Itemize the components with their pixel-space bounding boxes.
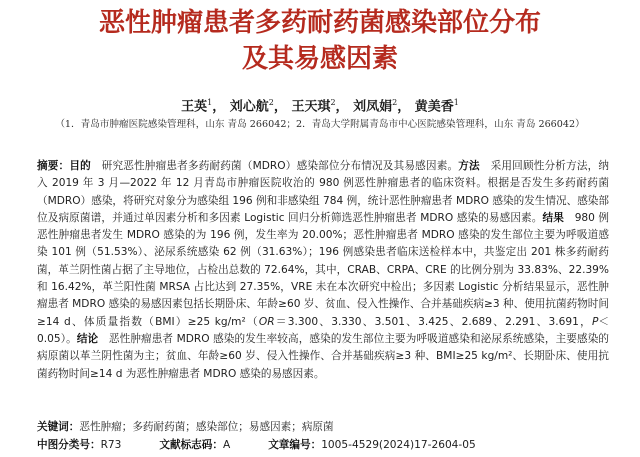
paper-title-line-2: 及其易感因素 <box>241 44 398 74</box>
article-id-value: 1005-4529(2024)17-2604-05 <box>321 439 476 451</box>
author-affiliation-mark: 2 <box>268 98 274 107</box>
author-name: 刘凤娟 <box>353 99 393 115</box>
author-name: 刘心航 <box>229 99 269 115</box>
conclusion-text: 恶性肿瘤患者 MDRO 感染的发生率较高，感染的发生部位主要为呼吸道感染和泌尿系统感染，主要感染的病原菌以革兰阴性菌为主；贫血、年龄≥60 岁、侵入性操作、合并基础疾病≥3 种、BMI≥25 kg/m²、长期卧床、使用抗菌药物时间≥14 d 为恶性肿瘤患者 MDRO 感染的易感因素。 <box>37 332 609 380</box>
author-name: 王天琪 <box>291 99 331 115</box>
author-separator: ， <box>335 99 349 115</box>
doc-code-value: A <box>222 439 231 451</box>
author-affiliation-mark: 1 <box>453 98 459 107</box>
odds-ratio-values: ＝3.300、3.330、3.501、3.425、2.689、2.291、3.691， <box>274 315 593 328</box>
keywords-value: 恶性肿瘤；多药耐药菌；感染部位；易感因素；病原菌 <box>79 421 334 433</box>
author-list <box>0 94 640 116</box>
abstract-label: 摘要： <box>37 160 70 172</box>
author-separator: ， <box>397 99 411 115</box>
odds-ratio-symbol: OR <box>258 315 275 328</box>
affiliation: （1．青岛市肿瘤医院感染管理科，山东 青岛 266042；2．青岛大学附属青岛市中心医院感染管理科，山东 青岛 266042） <box>55 119 585 130</box>
keywords-label: 关键词： <box>37 421 80 433</box>
paper-title-line-1: 恶性肿瘤患者多药耐药菌感染部位分布 <box>98 8 541 38</box>
objective-text: 研究恶性肿瘤患者多药耐药菌（MDRO）感染部位分布情况及其易感因素。 <box>90 160 459 172</box>
author-separator: ， <box>273 99 287 115</box>
article-id-label: 文章编号： <box>268 439 322 451</box>
author-separator: ， <box>212 99 226 115</box>
abstract <box>37 158 609 383</box>
methods-label: 方法 <box>458 160 480 172</box>
author-affiliation-mark: 2 <box>392 98 398 107</box>
classification-value: R73 <box>100 439 122 451</box>
classification-label: 中图分类号： <box>37 439 101 451</box>
author-name: 王英 <box>181 99 208 115</box>
p-value-symbol: P <box>592 315 599 328</box>
keywords-line <box>37 420 617 435</box>
objective-label: 目的 <box>69 160 91 172</box>
conclusion-label: 结论 <box>76 332 99 345</box>
author-affiliation-mark: 1 <box>207 98 213 107</box>
author-affiliation-mark: 2 <box>330 98 336 107</box>
results-label: 结果 <box>542 211 564 224</box>
methods-text: 采用回顾性分析方法，纳入 2019 年 3 月—2022 年 12 月青岛市肿瘤医院收治的 980 例恶性肿瘤患者的临床资料。根据是否发生多药耐药菌（MDRO）感染，将研究对象分为感染组 196 例和非感染组 784 例，统计恶性肿瘤患者 MDRO 感染的发生情况、感染部位及病原菌谱，并通过单因素分析和多因素 Logistic 回归分析筛选恶性肿瘤患者 MDRO 感染的易感因素。 <box>37 160 610 224</box>
results-text: 980 例恶性肿瘤患者发生 MDRO 感染的为 196 例，发生率为 20.00%；恶性肿瘤患者 MDRO 感染的发生部位主要为呼吸道感染 101 例（51.53%）、泌尿系统感染 62 例（31.63%）；196 例感染患者临床送检样本中，共鉴定出 201 株多药耐药菌，革兰阴性菌占据了主导地位，占检出总数的 72.64%，其中，CRAB、CRPA、CRE 的比例分别为 33.83%、22.39% 和 16.42%，革兰阳性菌 MRSA 占比达到 27.35%，VRE 未在本次研究中检出；多因素 Logistic 分析结果显示，恶性肿瘤患者 MDRO 感染的易感因素包括长期卧床、年龄≥60 岁、贫血、侵入性操作、合并基础疾病≥3 种、使用抗菌药物时间≥14 d、体质量指数（BMI）≥25 kg/m²（ <box>37 211 610 328</box>
doc-code-label: 文献标志码： <box>159 439 223 451</box>
author-name: 黄美香 <box>414 99 454 115</box>
classification-line <box>37 438 617 453</box>
p-value-text: ＜0.05）。 <box>37 315 610 345</box>
